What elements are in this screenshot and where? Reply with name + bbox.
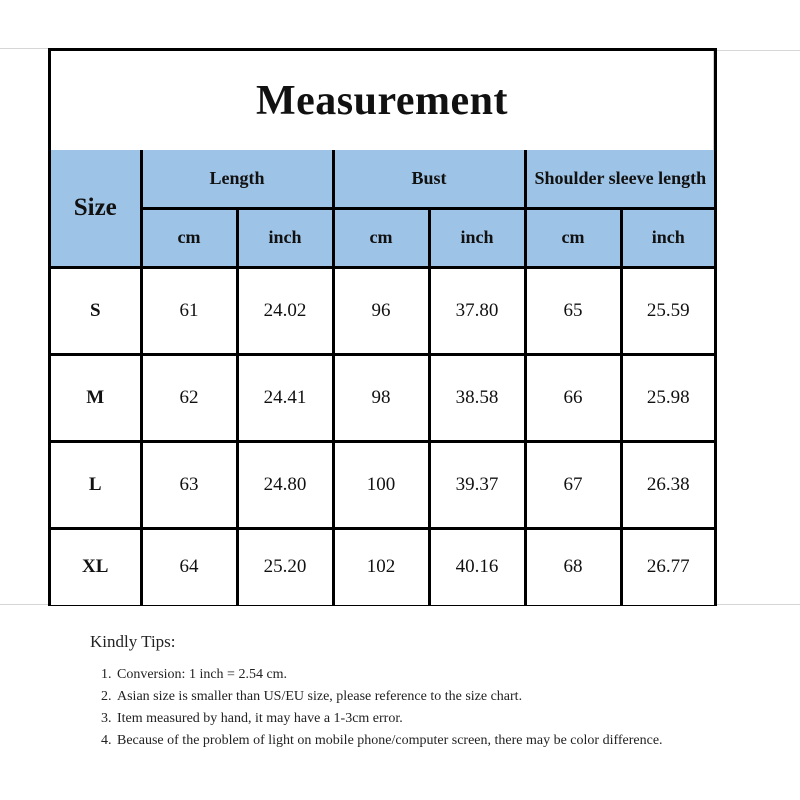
header-group-row: [51, 150, 714, 208]
bust-inch-cell: 37.80: [429, 267, 525, 354]
length-inch-header: inch: [237, 208, 333, 267]
shoulder-inch-header: inch: [621, 208, 714, 267]
bust-inch-cell: 39.37: [429, 441, 525, 528]
size-cell: XL: [51, 528, 141, 605]
kindly-tips: [90, 632, 730, 752]
shoulder-inch-cell: 26.38: [621, 441, 714, 528]
table-row: [51, 267, 714, 354]
page-guide-line-top-right: [717, 50, 800, 51]
length-cm-cell: 61: [141, 267, 237, 354]
tips-list: [90, 664, 730, 752]
length-cm-header: cm: [141, 208, 237, 267]
tip-item: 1. Conversion: 1 inch = 2.54 cm.: [115, 664, 730, 686]
size-cell: S: [51, 267, 141, 354]
shoulder-cm-cell: 66: [525, 354, 621, 441]
shoulder-inch-cell: 25.59: [621, 267, 714, 354]
page-guide-line-bottom-right: [717, 604, 800, 605]
header-unit-row: [51, 208, 714, 267]
chart-title: Measurement: [51, 51, 714, 150]
bust-cm-header: cm: [333, 208, 429, 267]
bust-header: Bust: [333, 150, 525, 208]
length-cm-cell: 64: [141, 528, 237, 605]
tip-item: 4. Because of the problem of light on mobile phone/computer screen, there may be color difference.: [115, 730, 730, 752]
bust-inch-cell: 38.58: [429, 354, 525, 441]
table-row: [51, 528, 714, 605]
size-cell: M: [51, 354, 141, 441]
shoulder-cm-cell: 67: [525, 441, 621, 528]
size-table: [51, 150, 714, 605]
bust-cm-cell: 96: [333, 267, 429, 354]
bust-cm-cell: 98: [333, 354, 429, 441]
size-cell: L: [51, 441, 141, 528]
length-header: Length: [141, 150, 333, 208]
page-guide-line-top: [0, 48, 48, 49]
size-header: Size: [51, 150, 141, 267]
tip-item: 3. Item measured by hand, it may have a 1-3cm error.: [115, 708, 730, 730]
length-inch-cell: 25.20: [237, 528, 333, 605]
bust-cm-cell: 102: [333, 528, 429, 605]
table-row: [51, 354, 714, 441]
length-cm-cell: 63: [141, 441, 237, 528]
bust-inch-cell: 40.16: [429, 528, 525, 605]
table-row: [51, 441, 714, 528]
shoulder-cm-header: cm: [525, 208, 621, 267]
shoulder-sleeve-header: Shoulder sleeve length: [525, 150, 714, 208]
shoulder-cm-cell: 68: [525, 528, 621, 605]
bust-cm-cell: 100: [333, 441, 429, 528]
tips-title: Kindly Tips:: [90, 632, 176, 651]
size-chart: [48, 48, 717, 606]
length-inch-cell: 24.41: [237, 354, 333, 441]
tip-item: 2. Asian size is smaller than US/EU size, please reference to the size chart.: [115, 686, 730, 708]
shoulder-inch-cell: 26.77: [621, 528, 714, 605]
length-inch-cell: 24.80: [237, 441, 333, 528]
length-inch-cell: 24.02: [237, 267, 333, 354]
shoulder-cm-cell: 65: [525, 267, 621, 354]
page-guide-line-bottom: [0, 604, 48, 605]
length-cm-cell: 62: [141, 354, 237, 441]
shoulder-inch-cell: 25.98: [621, 354, 714, 441]
bust-inch-header: inch: [429, 208, 525, 267]
